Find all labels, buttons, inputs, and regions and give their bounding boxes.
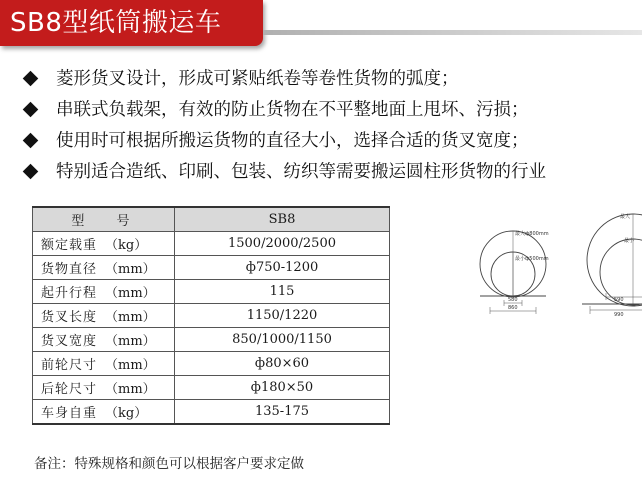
spec-unit: （mm） xyxy=(105,286,156,301)
feature-list xyxy=(22,66,642,190)
dim-inner-label: 580 xyxy=(508,297,518,303)
diamond-bullet-icon xyxy=(23,102,39,118)
feature-text: 菱形货叉设计，形成可紧贴纸卷等卷性货物的弧度； xyxy=(56,69,459,89)
spec-value: 115 xyxy=(175,280,390,304)
spec-name: 前轮尺寸 xyxy=(41,358,98,373)
feature-text: 使用时可根据所搬运货物的直径大小，选择合适的货叉宽度； xyxy=(56,131,529,151)
header-sb8: SB8 xyxy=(175,207,390,232)
table-row xyxy=(33,352,390,376)
dim-inner-label: 590 xyxy=(614,297,624,303)
spec-label xyxy=(33,232,175,256)
table-row xyxy=(33,256,390,280)
title-underline xyxy=(263,30,642,35)
spec-name: 车身自重 xyxy=(41,406,98,421)
spec-name: 货物直径 xyxy=(41,262,98,277)
spec-label xyxy=(33,304,175,328)
spec-label xyxy=(33,400,175,425)
diamond-bullet-icon xyxy=(23,133,39,149)
page-title: SB8型纸筒搬运车 xyxy=(10,8,222,38)
feature-item xyxy=(22,66,642,97)
min-diameter-label: 最小ф500mm xyxy=(515,256,549,262)
max-diameter-label: 最大 xyxy=(620,214,631,220)
min-diameter-label: 最小 xyxy=(624,238,635,244)
spec-unit: （mm） xyxy=(105,334,156,349)
spec-value: ф180×50 xyxy=(175,376,390,400)
table-row xyxy=(33,400,390,425)
spec-name: 额定载重 xyxy=(41,238,98,253)
roll-diameter-diagram-small xyxy=(468,214,560,318)
spec-value: ф80×60 xyxy=(175,352,390,376)
spec-value: 1150/1220 xyxy=(175,304,390,328)
spec-name: 后轮尺寸 xyxy=(41,382,98,397)
spec-unit: （mm） xyxy=(105,262,156,277)
spec-label xyxy=(33,256,175,280)
spec-unit: （mm） xyxy=(105,310,156,325)
table-header-row xyxy=(33,207,390,232)
spec-unit: （mm） xyxy=(105,358,156,373)
dim-outer-label: 990 xyxy=(614,312,624,318)
feature-text: 特别适合造纸、印刷、包装、纺织等需要搬运圆柱形货物的行业 xyxy=(56,162,546,182)
remark-note: 备注：特殊规格和颜色可以根据客户要求定做 xyxy=(34,456,304,472)
spec-value: ф750-1200 xyxy=(175,256,390,280)
diamond-bullet-icon xyxy=(23,71,39,87)
title-banner xyxy=(0,0,642,46)
spec-value: 1500/2000/2500 xyxy=(175,232,390,256)
feature-item xyxy=(22,128,642,159)
header-model: 型 号 xyxy=(33,207,175,232)
table-row xyxy=(33,280,390,304)
feature-item xyxy=(22,159,642,190)
spec-value: 135-175 xyxy=(175,400,390,425)
spec-name: 货叉宽度 xyxy=(41,334,98,349)
feature-item xyxy=(22,97,642,128)
spec-label xyxy=(33,352,175,376)
max-diameter-label: 最大ф800mm xyxy=(515,231,549,237)
spec-table xyxy=(32,206,390,425)
min-roll-circle xyxy=(600,239,642,305)
roll-diameter-diagram-large xyxy=(578,200,642,320)
spec-unit: （kg） xyxy=(105,406,148,421)
dim-outer-label: 860 xyxy=(508,305,518,311)
spec-name: 货叉长度 xyxy=(41,310,98,325)
diamond-bullet-icon xyxy=(23,164,39,180)
spec-label xyxy=(33,328,175,352)
spec-label xyxy=(33,376,175,400)
spec-label xyxy=(33,280,175,304)
table-row xyxy=(33,328,390,352)
spec-unit: （mm） xyxy=(105,382,156,397)
max-roll-circle xyxy=(587,214,642,306)
spec-name: 起升行程 xyxy=(41,286,98,301)
spec-value: 850/1000/1150 xyxy=(175,328,390,352)
table-row xyxy=(33,232,390,256)
feature-text: 串联式负载架，有效的防止货物在不平整地面上甩坏、污损； xyxy=(56,100,529,120)
table-row xyxy=(33,304,390,328)
table-row xyxy=(33,376,390,400)
spec-unit: （kg） xyxy=(105,238,148,253)
